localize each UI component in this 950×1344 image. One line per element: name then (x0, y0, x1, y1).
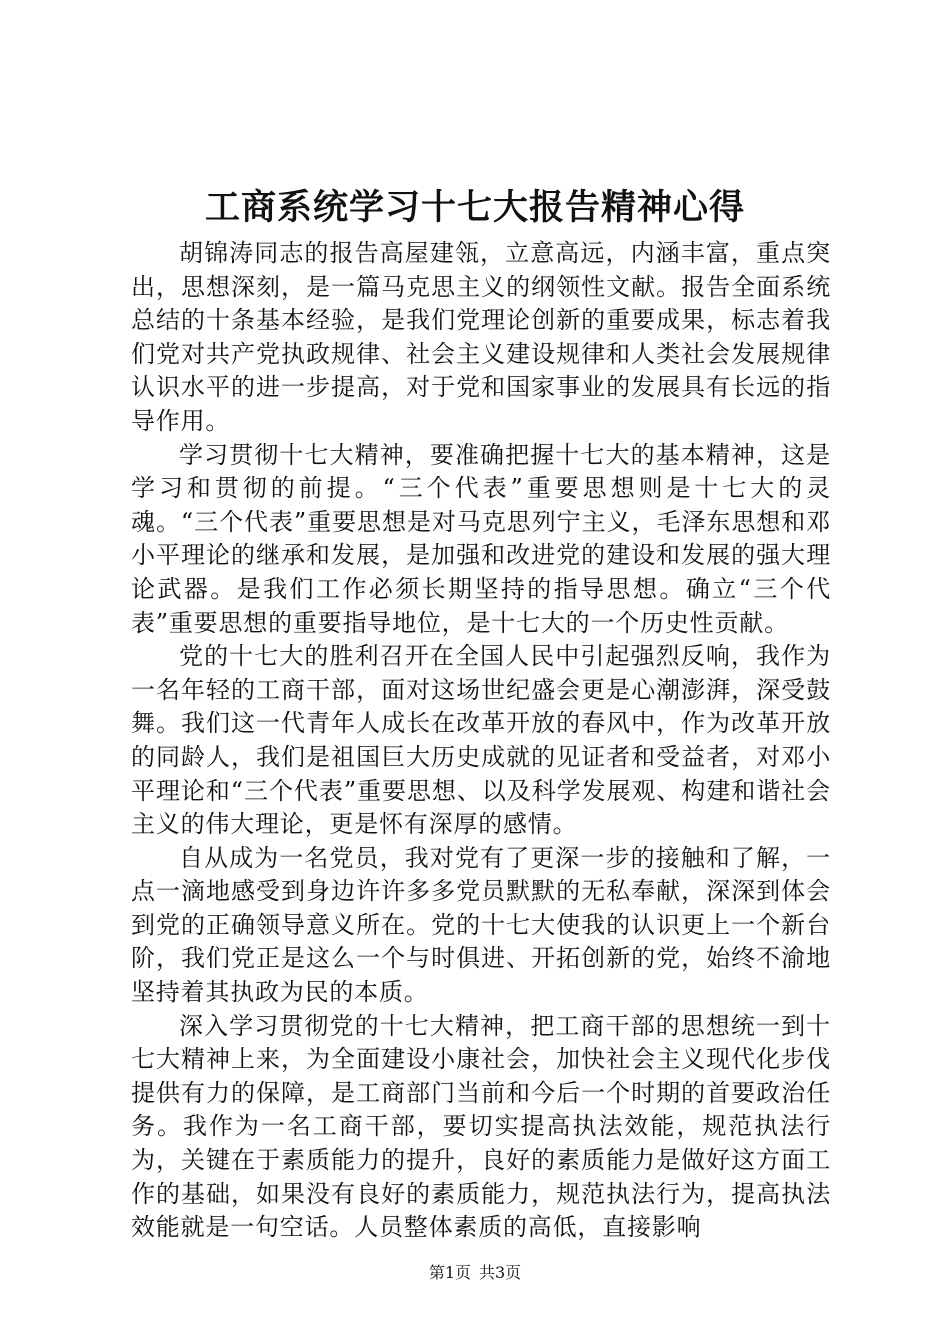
document-title: 工商系统学习十七大报告精神心得 (204, 187, 745, 228)
paragraph: 胡锦涛同志的报告高屋建瓴，立意高远，内涵丰富，重点突出，思想深刻，是一篇马克思主义的纲领性文献。报告全面系统总结的十条基本经验，是我们党理论创新的重要成果，标志着我们党对共产党执政规律、社会主义建设规律和人类社会发展规律认识水平的进一步提高，对于党和国家事业的发展具有长远的指导作用。 (131, 239, 831, 435)
paragraph: 自从成为一名党员，我对党有了更深一步的接触和了解，一点一滴地感受到身边许许多多党员默默的无私奉献，深深到体会到党的正确领导意义所在。党的十七大使我的认识更上一个新台阶，我们党正是这么一个与时俱进、开拓创新的党，始终不渝地坚持着其执政为民的本质。 (131, 843, 831, 1007)
page-number: 第1页 (428, 1263, 471, 1282)
page-total: 共3页 (479, 1263, 522, 1282)
paragraph: 党的十七大的胜利召开在全国人民中引起强烈反响，我作为一名年轻的工商干部，面对这场世纪盛会更是心潮澎湃，深受鼓舞。我们这一代青年人成长在改革开放的春风中，作为改革开放的同龄人，我们是祖国巨大历史成就的见证者和受益者，对邓小平理论和“三个代表”重要思想、以及科学发展观、构建和谐社会主义的伟大理论，更是怀有深厚的感情。 (131, 642, 831, 839)
paragraph: 学习贯彻十七大精神，要准确把握十七大的基本精神，这是学习和贯彻的前提。“三个代表”重要思想则是十七大的灵魂。“三个代表”重要思想是对马克思列宁主义，毛泽东思想和邓小平理论的继承和发展，是加强和改进党的建设和发展的强大理论武器。是我们工作必须长期坚持的指导思想。确立“三个代表”重要思想的重要指导地位，是十七大的一个历史性贡献。 (131, 440, 831, 637)
page-footer (0, 1261, 950, 1285)
paragraph: 深入学习贯彻党的十七大精神，把工商干部的思想统一到十七大精神上来，为全面建设小康社会，加快社会主义现代化步伐提供有力的保障，是工商部门当前和今后一个时期的首要政治任务。我作为一名工商干部，要切实提高执法效能，规范执法行为，关键在于素质能力的提升，良好的素质能力是做好这方面工作的基础，如果没有良好的素质能力，规范执法行为，提高执法效能就是一句空话。人员整体素质的高低，直接影响 (131, 1011, 831, 1242)
document-body (131, 237, 831, 1245)
